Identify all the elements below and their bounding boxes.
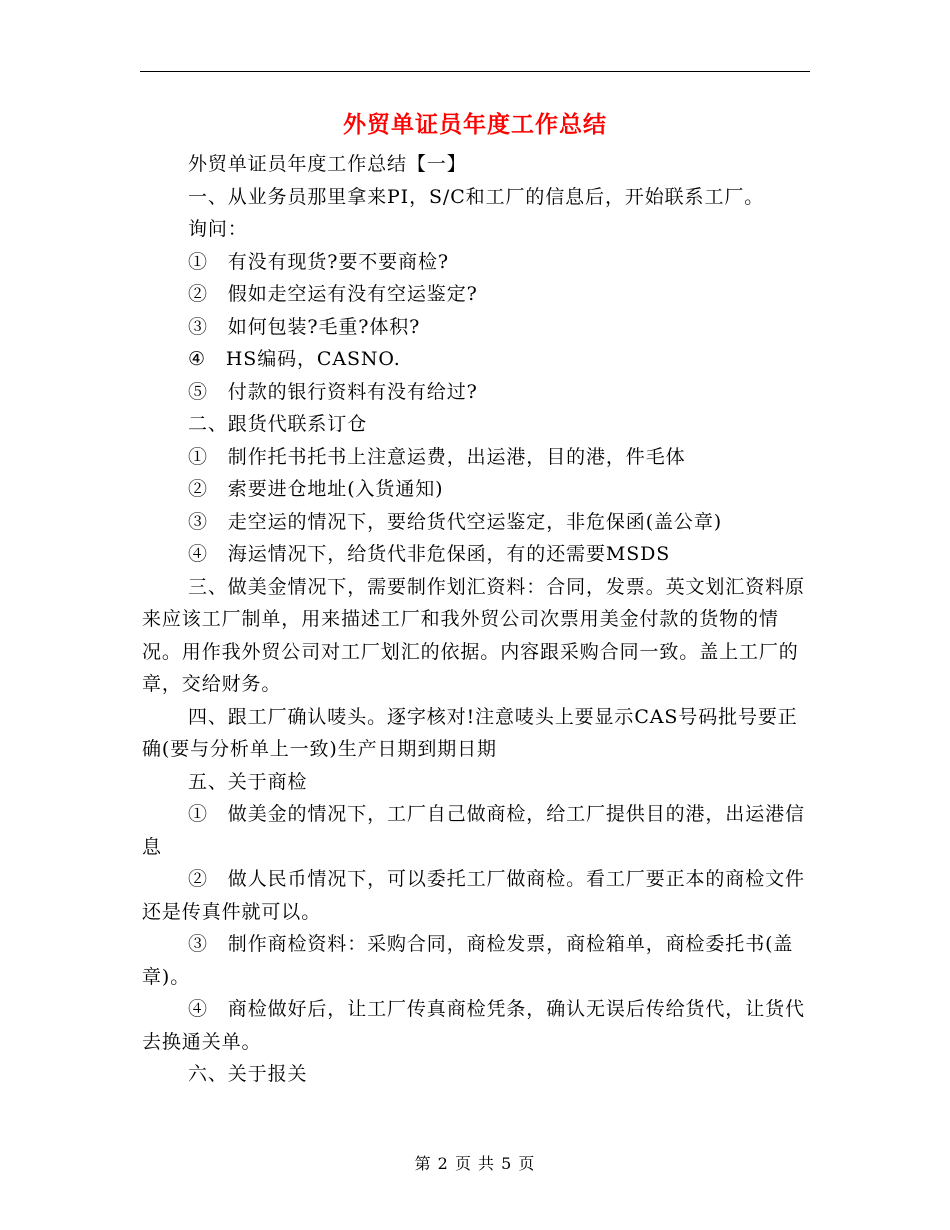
list-item: ② 做人民币情况下，可以委托工厂做商检。看工厂要正本的商检文件还是传真件就可以。 (142, 868, 805, 923)
list-item: ④ 商检做好后，让工厂传真商检凭条，确认无误后传给货代，让货代去换通关单。 (142, 998, 805, 1053)
list-item: ③ 走空运的情况下，要给货代空运鉴定，非危保函(盖公章) (188, 510, 723, 533)
section-heading: 五、关于商检 (188, 770, 308, 793)
list-item: ③ 制作商检资料：采购合同，商检发票，商检箱单，商检委托书(盖章)。 (142, 933, 794, 988)
page-number: 第 2 页 共 5 页 (414, 1154, 536, 1173)
list-item: ① 制作托书托书上注意运费，出运港，目的港，件毛体 (188, 445, 686, 468)
section-heading: 外贸单证员年度工作总结【一】 (188, 153, 467, 175)
list-item: ② 索要进仓地址(入货通知) (188, 478, 444, 500)
document-title: 外贸单证员年度工作总结 (343, 111, 607, 138)
list-item: ① 有没有现货?要不要商检? (188, 250, 449, 273)
list-item: ④ HS编码，CASNO. (188, 348, 401, 370)
list-item: ① 做美金的情况下，工厂自己做商检，给工厂提供目的港，出运港信息 (142, 803, 805, 858)
body-paragraph: 询问： (188, 218, 248, 240)
list-item: ⑤ 付款的银行资料有没有给过? (188, 380, 478, 403)
header-rule (140, 71, 810, 72)
body-paragraph: 三、做美金情况下，需要制作划汇资料：合同，发票。英文划汇资料原来应该工厂制单，用来描述工厂和我外贸公司次票用美金付款的货物的情况。用作我外贸公司对工厂划汇的依据。内容跟采购合同一致。盖上工厂的章，交给财务。 (142, 575, 805, 695)
list-item: ④ 海运情况下，给货代非危保函，有的还需要MSDS (188, 543, 671, 565)
body-paragraph: 四、跟工厂确认唛头。逐字核对!注意唛头上要显示CAS号码批号要正确(要与分析单上一致)生产日期到期日期 (142, 705, 798, 760)
body-paragraph: 一、从业务员那里拿来PI，S/C和工厂的信息后，开始联系工厂。 (188, 185, 765, 208)
list-item: ② 假如走空运有没有空运鉴定? (188, 283, 478, 305)
section-heading: 二、跟货代联系订仓 (188, 413, 368, 435)
document-body (142, 148, 810, 1091)
section-heading: 六、关于报关 (188, 1063, 308, 1085)
list-item: ③ 如何包装?毛重?体积? (188, 315, 421, 338)
